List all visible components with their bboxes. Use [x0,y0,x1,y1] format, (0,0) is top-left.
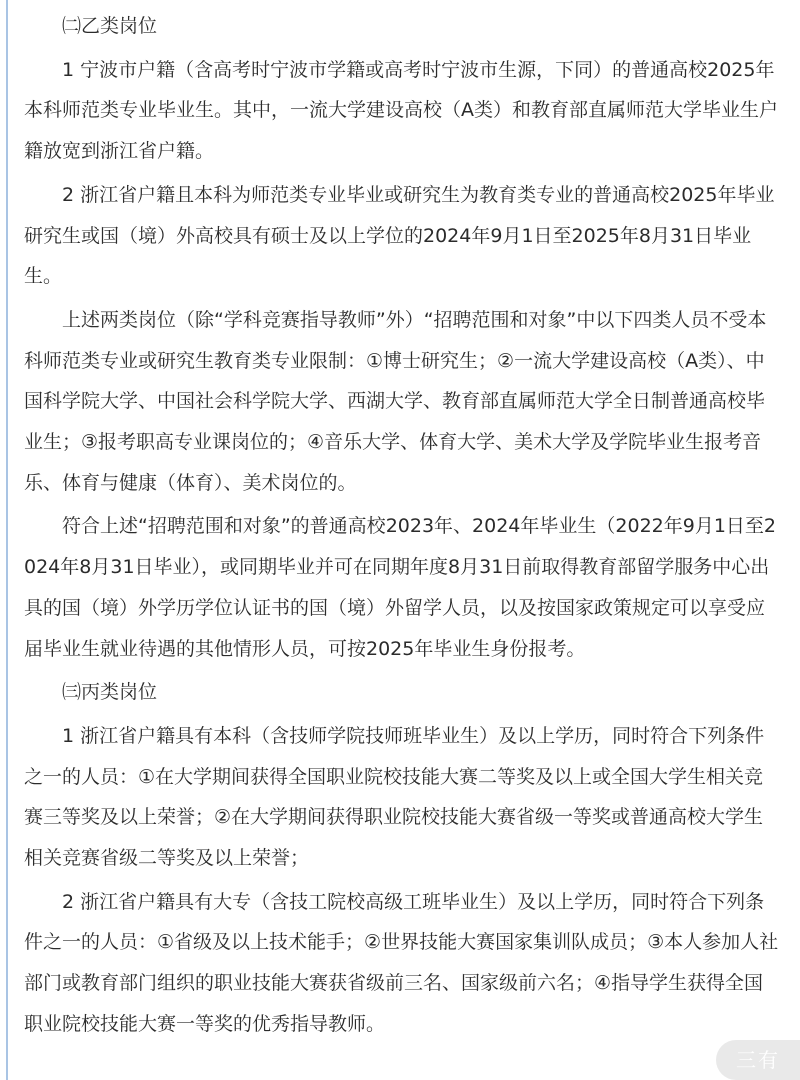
paragraph-b-exemptions: 上述两类岗位（除“学科竞赛指导教师”外）“招聘范围和对象”中以下四类人员不受本科师范类专业或研究生教育类专业限制：①博士研究生；②一流大学建设高校（A类）、中国科学院大学、中国社会科学院大学、西湖大学、教育部直属师范大学全日制普通高校毕业生；③报考职高专业课岗位的；④音乐大学、体育大学、美术大学及学院毕业生报考音乐、体育与健康（体育）、美术岗位的。 [24,308,767,494]
left-border-rule [6,0,8,1080]
paragraph-c-1: 1 浙江省户籍具有本科（含技师学院技师班毕业生）及以上学历，同时符合下列条件之一的人员：①在大学期间获得全国职业院校技能大赛二等奖及以上或全国大学生相关竞赛三等奖及以上荣誉；②在大学期间获得职业院校技能大赛省级一等奖或普通高校大学生相关竞赛省级二等奖及以上荣誉； [24,724,765,870]
article-body [24,6,780,1048]
section-heading-c: ㈢丙类岗位 [62,681,158,704]
watermark-logo: 三有 [716,1040,800,1080]
paragraph-b-1: 1 宁波市户籍（含高考时宁波市学籍或高考时宁波市生源，下同）的普通高校2025年本科师范类专业毕业生。其中，一流大学建设高校（A类）和教育部直属师范大学毕业生户籍放宽到浙江省户籍。 [24,58,778,163]
section-heading-b: ㈡乙类岗位 [62,15,158,37]
paragraph-b-2: 2 浙江省户籍且本科为师范类专业毕业或研究生为教育类专业的普通高校2025年毕业研究生或国（境）外高校具有硕士及以上学位的2024年9月1日至2025年8月31日毕业生。 [24,183,775,288]
paragraph-b-prior-graduates: 符合上述“招聘范围和对象”的普通高校2023年、2024年毕业生（2022年9月1日至2024年8月31日毕业），或同期毕业并可在同期年度8月31日前取得教育部留学服务中心出具的国（境）外学历学位认证书的国（境）外留学人员，以及按国家政策规定可以享受应届毕业生就业待遇的其他情形人员，可按2025年毕业生身份报考。 [24,515,777,660]
paragraph-c-2: 2 浙江省户籍具有大专（含技工院校高级工班毕业生）及以上学历，同时符合下列条件之一的人员：①省级及以上技术能手；②世界技能大赛国家集训队成员；③本人参加人社部门或教育部门组织的职业技能大赛获省级前三名、国家级前六名；④指导学生获得全国职业院校技能大赛一等奖的优秀指导教师。 [24,890,779,1035]
